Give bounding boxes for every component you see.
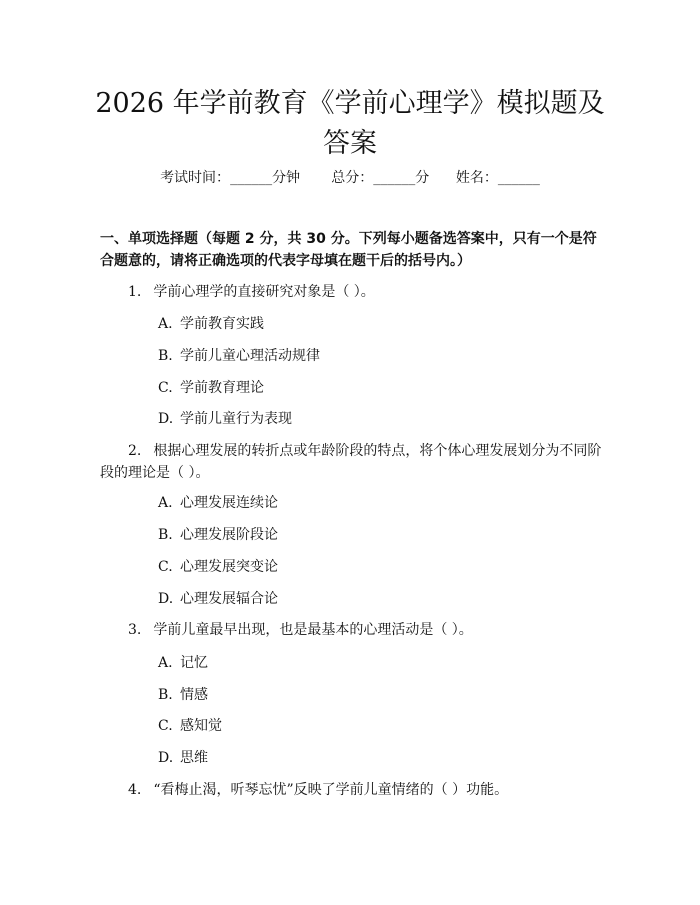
question-3 (100, 619, 608, 641)
question-4 (100, 779, 608, 801)
question-number: 1. (128, 284, 142, 300)
question-text: 根据心理发展的转折点或年龄阶段的特点，将个体心理发展划分为不同阶段的理论是（ ）。 (100, 443, 602, 481)
time-unit: 分钟 (272, 170, 301, 186)
option-2b: B. 心理发展阶段论 (158, 527, 278, 543)
option-1d: D. 学前儿童行为表现 (158, 411, 292, 427)
section-heading: 一、单项选择题（每题 2 分，共 30 分。下列每小题备选答案中，只有一个是符合题意的，请将正确选项的代表字母填在题干后的括号内。） (100, 231, 597, 269)
option-2a: A. 心理发展连续论 (158, 495, 278, 511)
option-3a: A. 记忆 (158, 655, 208, 671)
option-1b: B. 学前儿童心理活动规律 (158, 348, 320, 364)
score-blank: ______ (373, 170, 416, 186)
question-number: 2. (128, 443, 142, 459)
time-blank: ______ (230, 170, 273, 186)
question-text: “看梅止渴，听琴忘忧”反映了学前儿童情绪的（ ）功能。 (153, 782, 509, 798)
option-3b: B. 情感 (158, 687, 208, 703)
option-3c: C. 感知觉 (158, 718, 222, 734)
exam-meta (0, 168, 700, 188)
option-2d: D. 心理发展辐合论 (158, 591, 278, 607)
question-1 (100, 281, 608, 303)
question-number: 3. (128, 622, 142, 638)
document-title: 2026 年学前教育《学前心理学》模拟题及答案 (95, 88, 605, 159)
option-1c: C. 学前教育理论 (158, 380, 264, 396)
time-label: 考试时间： (160, 170, 231, 186)
score-label: 总分： (331, 170, 374, 186)
question-number: 4. (128, 782, 142, 798)
option-1a: A. 学前教育实践 (158, 316, 264, 332)
option-2c: C. 心理发展突变论 (158, 559, 278, 575)
question-text: 学前儿童最早出现，也是最基本的心理活动是（ ）。 (153, 622, 473, 638)
name-label: 姓名： (455, 170, 498, 186)
name-blank: ______ (497, 170, 540, 186)
score-unit: 分 (415, 170, 430, 186)
option-3d: D. 思维 (158, 750, 208, 766)
question-2 (100, 440, 608, 484)
question-text: 学前心理学的直接研究对象是（ ）。 (153, 284, 375, 300)
